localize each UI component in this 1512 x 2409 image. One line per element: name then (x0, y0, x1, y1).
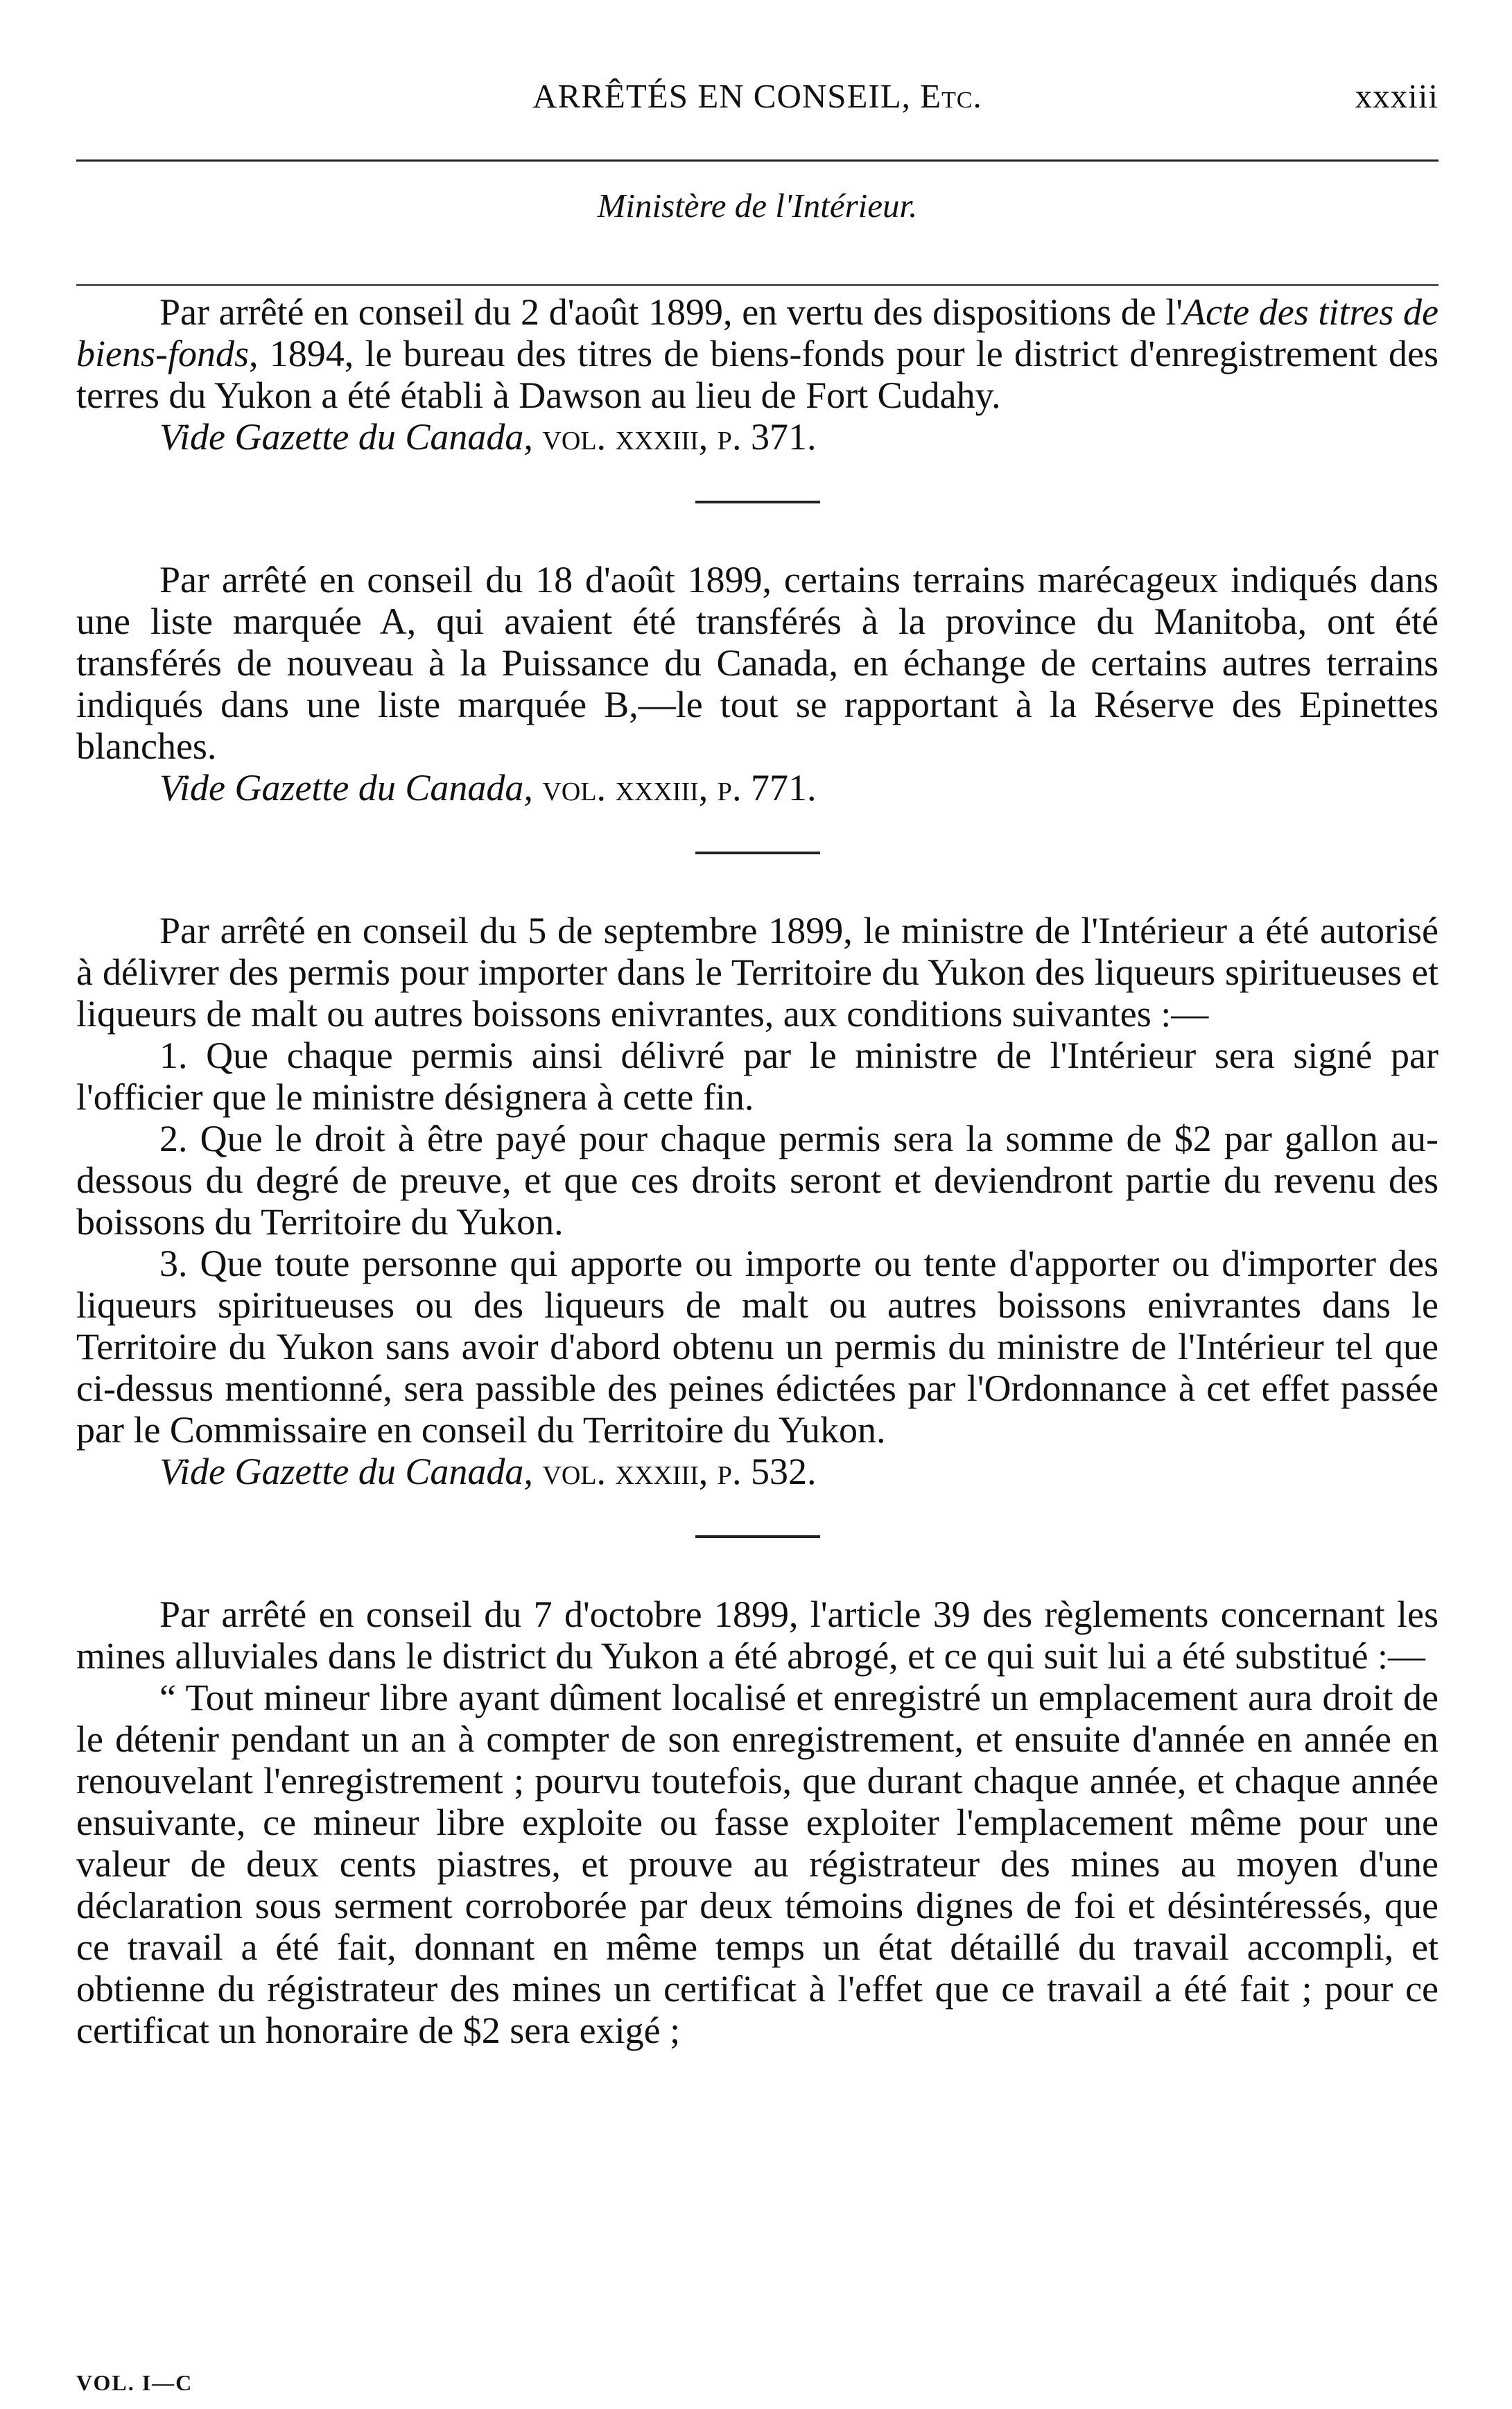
running-title (76, 76, 1439, 116)
order-section (76, 910, 1439, 1492)
paragraph: Par arrêté en conseil du 2 d'août 1899, en vertu des dispositions de l'Acte des titres de biens-fonds, 1894, le bureau des titres de biens-fonds pour le district d'enregistrement des terres du Yukon a été établi à Dawson au lieu de Fort Cudahy. (76, 291, 1439, 416)
paragraph: 3. Que toute personne qui apporte ou importe ou tente d'apporter ou d'importer des liqueurs spiritueuses ou des liqueurs de malt ou autres boissons enivrantes dans le Territoire du Yukon sans avoir d'abord obtenu un permis du ministre de l'Intérieur tel que ci-dessus mentionné, sera passible des peines édictées par l'Ordonnance à cet effet passée par le Commissaire en conseil du Territoire du Yukon. (76, 1243, 1439, 1451)
gazette-reference: Vide Gazette du Canada, vol. xxxiii, p. 371. (159, 416, 817, 458)
section-heading: Ministère de l'Intérieur. (597, 187, 918, 225)
signature-mark: VOL. I—C (76, 2370, 193, 2395)
order-section (76, 559, 1439, 809)
paragraph: Par arrêté en conseil du 7 d'octobre 1899, l'article 39 des règlements concernant les mines alluviales dans le district du Yukon a été abrogé, et ce qui suit lui a été substitué :— (76, 1594, 1439, 1677)
paragraph: 1. Que chaque permis ainsi délivré par le ministre de l'Intérieur sera signé par l'officier que le ministre désignera à cette fin. (76, 1035, 1439, 1118)
paragraph: “ Tout mineur libre ayant dûment localisé et enregistré un emplacement aura droit de le détenir pendant un an à compter de son enregistrement, et ensuite d'année en année en renouvelant l'enregistrement ; pourvu toutefois, que durant chaque année, et chaque année ensuivante, ce mineur libre exploite ou fasse exploiter l'emplacement même pour une valeur de deux cents piastres, et prouve au régistrateur des mines au moyen d'une déclaration sous serment corroborée par deux témoins dignes de foi et désintéressés, que ce travail a été fait, donnant en même temps un état détaillé du travail accompli, et obtienne du régistrateur des mines un certificat à l'effet que ce travail a été fait ; pour ce certificat un honoraire de $2 sera exigé ; (76, 1677, 1439, 2051)
page (76, 0, 1439, 2051)
section-separator (695, 1535, 820, 1538)
paragraph: 2. Que le droit à être payé pour chaque permis sera la somme de $2 par gallon au-dessous du degré de preuve, et que ces droits seront et deviendront partie du revenu des boissons du Territoire du Yukon. (76, 1118, 1439, 1243)
heading-rule (76, 284, 1439, 286)
order-section (76, 291, 1439, 458)
gazette-reference: Vide Gazette du Canada, vol. xxxiii, p. 771. (159, 767, 817, 809)
header-rule (76, 159, 1439, 162)
running-title-etc: Etc. (920, 77, 982, 115)
running-title-main: ARRÊTÉS EN CONSEIL, (532, 77, 911, 115)
paragraph: Par arrêté en conseil du 5 de septembre 1899, le ministre de l'Intérieur a été autorisé à délivrer des permis pour importer dans le Territoire du Yukon des liqueurs spiritueuses et liqueurs de malt ou autres boissons enivrantes, aux conditions suivantes :— (76, 910, 1439, 1035)
section-separator (695, 501, 820, 503)
running-header (76, 0, 1439, 115)
gazette-reference: Vide Gazette du Canada, vol. xxxiii, p. 532. (159, 1451, 817, 1492)
paragraph: Par arrêté en conseil du 18 d'août 1899, certains terrains marécageux indiqués dans une liste marquée A, qui avaient été transférés à la province du Manitoba, ont été transférés de nouveau à la Puissance du Canada, en échange de certains autres terrains indiqués dans une liste marquée B,—le tout se rapportant à la Réserve des Epinettes blanches. (76, 559, 1439, 767)
section-separator (695, 852, 820, 854)
page-number: xxxiii (1355, 77, 1439, 115)
body-text (76, 291, 1439, 2051)
order-section (76, 1594, 1439, 2051)
